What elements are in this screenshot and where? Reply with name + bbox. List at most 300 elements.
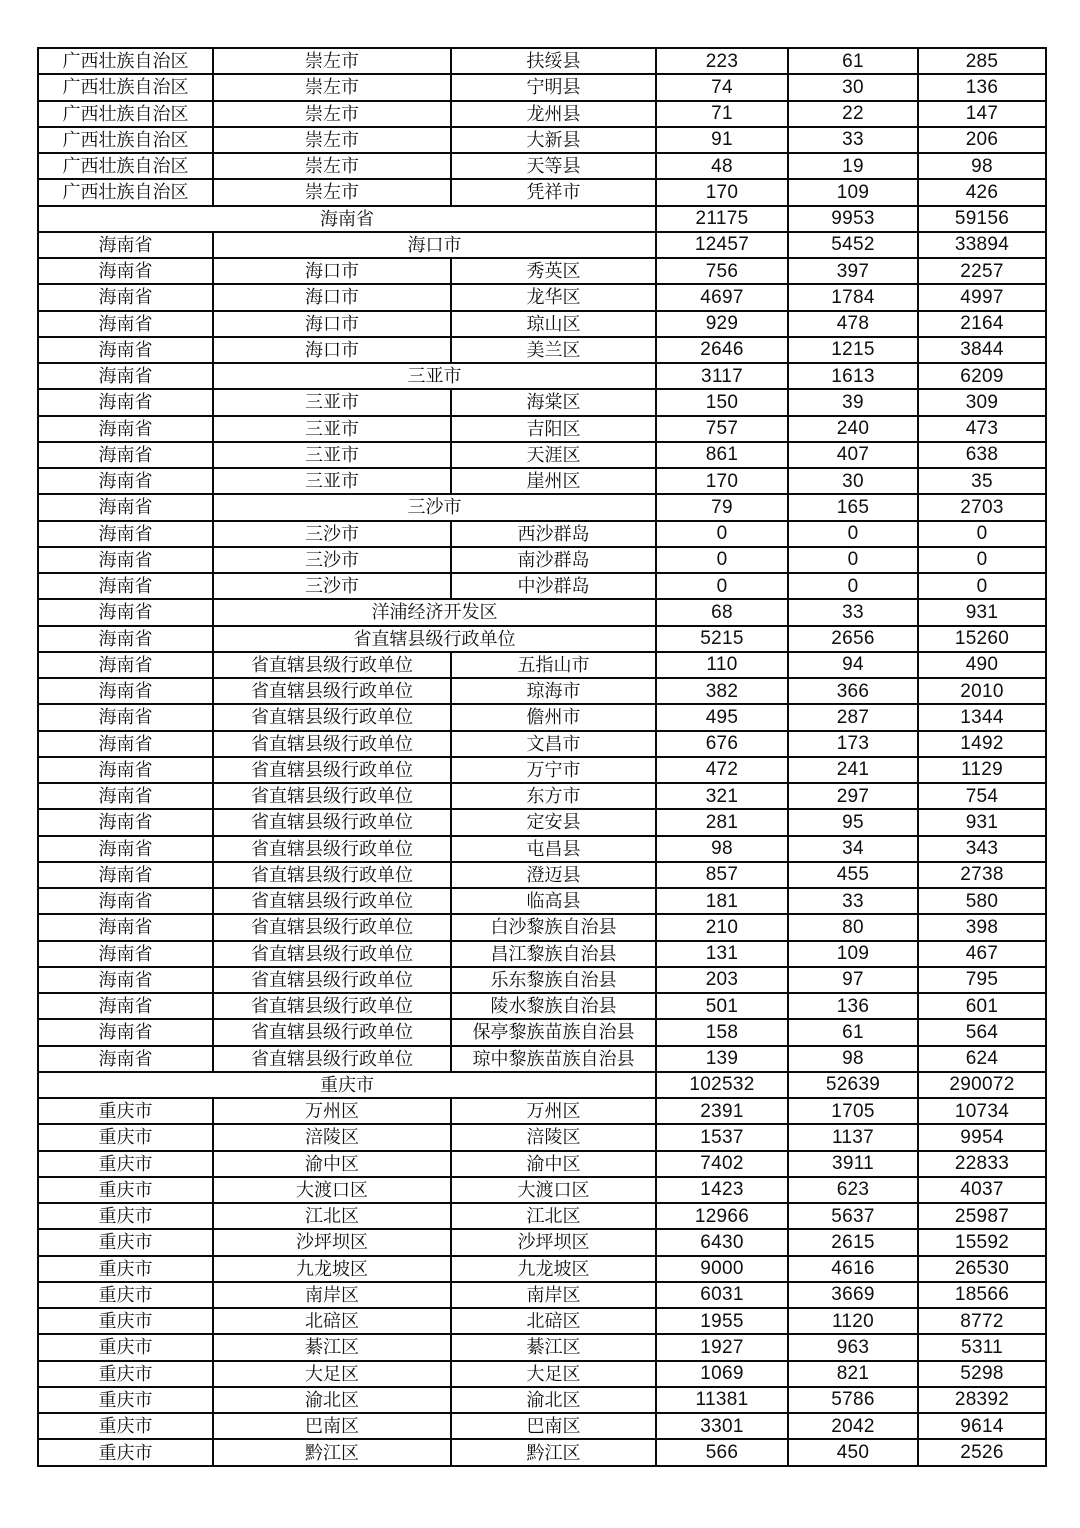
table-cell: 0	[656, 573, 788, 599]
table-row	[38, 1177, 1046, 1203]
table-cell: 三沙市	[213, 494, 656, 520]
table-cell: 重庆市	[38, 1124, 213, 1150]
table-cell: 94	[788, 652, 918, 678]
table-cell: 渝中区	[213, 1151, 451, 1177]
table-cell: 五指山市	[451, 652, 656, 678]
table-cell: 165	[788, 494, 918, 520]
table-cell: 海棠区	[451, 389, 656, 415]
table-row	[38, 1046, 1046, 1072]
table-cell: 95	[788, 809, 918, 835]
table-cell: 756	[656, 258, 788, 284]
table-cell: 三亚市	[213, 363, 656, 389]
table-cell: 79	[656, 494, 788, 520]
table-cell: 931	[918, 599, 1046, 625]
table-row	[38, 914, 1046, 940]
table-cell: 1215	[788, 337, 918, 363]
table-cell: 海南省	[38, 599, 213, 625]
table-cell: 省直辖县级行政单位	[213, 652, 451, 678]
table-row	[38, 311, 1046, 337]
table-cell: 重庆市	[38, 1308, 213, 1334]
table-cell: 6209	[918, 363, 1046, 389]
table-cell: 4616	[788, 1256, 918, 1282]
table-cell: 海南省	[38, 521, 213, 547]
table-cell: 文昌市	[451, 731, 656, 757]
table-cell: 147	[918, 101, 1046, 127]
table-cell: 凭祥市	[451, 179, 656, 205]
table-cell: 9000	[656, 1256, 788, 1282]
table-cell: 450	[788, 1439, 918, 1466]
table-cell: 91	[656, 127, 788, 153]
table-cell: 2526	[918, 1439, 1046, 1466]
table-cell: 478	[788, 311, 918, 337]
table-cell: 万州区	[451, 1098, 656, 1124]
table-cell: 35	[918, 468, 1046, 494]
table-cell: 623	[788, 1177, 918, 1203]
table-cell: 广西壮族自治区	[38, 74, 213, 100]
table-cell: 海南省	[38, 678, 213, 704]
table-cell: 30	[788, 74, 918, 100]
table-cell: 601	[918, 993, 1046, 1019]
table-row	[38, 1203, 1046, 1229]
table-cell: 19	[788, 153, 918, 179]
table-cell: 澄迈县	[451, 862, 656, 888]
table-cell: 海南省	[38, 652, 213, 678]
table-cell: 天涯区	[451, 442, 656, 468]
table-cell: 382	[656, 678, 788, 704]
table-cell: 重庆市	[38, 1151, 213, 1177]
table-cell: 97	[788, 967, 918, 993]
table-cell: 海南省	[38, 206, 656, 232]
table-cell: 海南省	[38, 783, 213, 809]
table-cell: 297	[788, 783, 918, 809]
table-cell: 2010	[918, 678, 1046, 704]
table-cell: 754	[918, 783, 1046, 809]
table-cell: 綦江区	[451, 1334, 656, 1360]
table-row	[38, 1387, 1046, 1413]
table-cell: 34	[788, 836, 918, 862]
table-cell: 1492	[918, 731, 1046, 757]
table-cell: 28392	[918, 1387, 1046, 1413]
table-cell: 61	[788, 48, 918, 74]
table-cell: 三亚市	[213, 468, 451, 494]
table-cell: 0	[656, 547, 788, 573]
table-row	[38, 547, 1046, 573]
table-cell: 285	[918, 48, 1046, 74]
table-cell: 省直辖县级行政单位	[213, 967, 451, 993]
table-cell: 沙坪坝区	[213, 1229, 451, 1255]
table-cell: 海南省	[38, 232, 213, 258]
table-row	[38, 1439, 1046, 1466]
table-cell: 重庆市	[38, 1361, 213, 1387]
table-cell: 210	[656, 914, 788, 940]
table-row	[38, 599, 1046, 625]
table-cell: 0	[788, 547, 918, 573]
table-cell: 江北区	[451, 1203, 656, 1229]
table-cell: 海口市	[213, 258, 451, 284]
table-row	[38, 626, 1046, 652]
table-cell: 11381	[656, 1387, 788, 1413]
table-row	[38, 652, 1046, 678]
table-cell: 15592	[918, 1229, 1046, 1255]
table-cell: 省直辖县级行政单位	[213, 678, 451, 704]
table-cell: 206	[918, 127, 1046, 153]
table-cell: 343	[918, 836, 1046, 862]
table-cell: 10734	[918, 1098, 1046, 1124]
table-cell: 1069	[656, 1361, 788, 1387]
table-cell: 三沙市	[213, 521, 451, 547]
table-cell: 中沙群岛	[451, 573, 656, 599]
table-cell: 重庆市	[38, 1256, 213, 1282]
table-cell: 重庆市	[38, 1203, 213, 1229]
table-cell: 陵水黎族自治县	[451, 993, 656, 1019]
table-cell: 1784	[788, 284, 918, 310]
table-row	[38, 967, 1046, 993]
table-cell: 2656	[788, 626, 918, 652]
table-cell: 366	[788, 678, 918, 704]
table-row	[38, 284, 1046, 310]
table-cell: 6430	[656, 1229, 788, 1255]
table-row	[38, 232, 1046, 258]
table-row	[38, 809, 1046, 835]
table-cell: 490	[918, 652, 1046, 678]
table-row	[38, 363, 1046, 389]
table-cell: 琼山区	[451, 311, 656, 337]
table-cell: 30	[788, 468, 918, 494]
table-cell: 25987	[918, 1203, 1046, 1229]
table-cell: 3911	[788, 1151, 918, 1177]
table-cell: 22833	[918, 1151, 1046, 1177]
table-cell: 48	[656, 153, 788, 179]
table-cell: 海南省	[38, 888, 213, 914]
table-cell: 109	[788, 941, 918, 967]
table-cell: 海南省	[38, 836, 213, 862]
table-cell: 495	[656, 704, 788, 730]
table-cell: 崇左市	[213, 74, 451, 100]
table-row	[38, 206, 1046, 232]
table-cell: 3669	[788, 1282, 918, 1308]
table-row	[38, 1308, 1046, 1334]
table-cell: 1927	[656, 1334, 788, 1360]
table-row	[38, 704, 1046, 730]
table-cell: 白沙黎族自治县	[451, 914, 656, 940]
table-cell: 海南省	[38, 468, 213, 494]
table-cell: 大新县	[451, 127, 656, 153]
table-cell: 扶绥县	[451, 48, 656, 74]
table-cell: 4697	[656, 284, 788, 310]
table-cell: 12457	[656, 232, 788, 258]
table-cell: 巴南区	[451, 1413, 656, 1439]
table-row	[38, 1413, 1046, 1439]
table-cell: 398	[918, 914, 1046, 940]
table-cell: 9614	[918, 1413, 1046, 1439]
table-cell: 6031	[656, 1282, 788, 1308]
table-cell: 0	[918, 521, 1046, 547]
table-cell: 1705	[788, 1098, 918, 1124]
table-cell: 重庆市	[38, 1098, 213, 1124]
table-cell: 473	[918, 416, 1046, 442]
table-cell: 龙州县	[451, 101, 656, 127]
table-row	[38, 1334, 1046, 1360]
table-cell: 黔江区	[213, 1439, 451, 1466]
table-cell: 海南省	[38, 704, 213, 730]
table-cell: 省直辖县级行政单位	[213, 862, 451, 888]
table-cell: 南沙群岛	[451, 547, 656, 573]
table-row	[38, 468, 1046, 494]
table-row	[38, 1072, 1046, 1098]
table-cell: 173	[788, 731, 918, 757]
table-cell: 566	[656, 1439, 788, 1466]
table-cell: 98	[918, 153, 1046, 179]
table-cell: 海南省	[38, 1046, 213, 1072]
table-cell: 省直辖县级行政单位	[213, 809, 451, 835]
table-row	[38, 1256, 1046, 1282]
table-cell: 131	[656, 941, 788, 967]
table-cell: 省直辖县级行政单位	[213, 704, 451, 730]
table-cell: 170	[656, 179, 788, 205]
table-cell: 1137	[788, 1124, 918, 1150]
table-cell: 大足区	[213, 1361, 451, 1387]
table-cell: 5786	[788, 1387, 918, 1413]
table-cell: 海南省	[38, 416, 213, 442]
table-cell: 宁明县	[451, 74, 656, 100]
table-cell: 5298	[918, 1361, 1046, 1387]
table-cell: 天等县	[451, 153, 656, 179]
table-cell: 海口市	[213, 337, 451, 363]
table-cell: 海南省	[38, 258, 213, 284]
table-cell: 广西壮族自治区	[38, 153, 213, 179]
table-cell: 281	[656, 809, 788, 835]
table-cell: 广西壮族自治区	[38, 101, 213, 127]
table-cell: 沙坪坝区	[451, 1229, 656, 1255]
table-cell: 海南省	[38, 993, 213, 1019]
table-cell: 2257	[918, 258, 1046, 284]
table-cell: 203	[656, 967, 788, 993]
table-cell: 南岸区	[213, 1282, 451, 1308]
table-cell: 海南省	[38, 914, 213, 940]
table-cell: 223	[656, 48, 788, 74]
table-cell: 241	[788, 757, 918, 783]
table-cell: 省直辖县级行政单位	[213, 836, 451, 862]
table-cell: 綦江区	[213, 1334, 451, 1360]
table-cell: 624	[918, 1046, 1046, 1072]
table-row	[38, 993, 1046, 1019]
table-cell: 2164	[918, 311, 1046, 337]
table-cell: 三沙市	[213, 547, 451, 573]
table-row	[38, 836, 1046, 862]
table-cell: 省直辖县级行政单位	[213, 993, 451, 1019]
table-cell: 150	[656, 389, 788, 415]
table-cell: 59156	[918, 206, 1046, 232]
table-cell: 大足区	[451, 1361, 656, 1387]
table-cell: 757	[656, 416, 788, 442]
table-cell: 580	[918, 888, 1046, 914]
table-cell: 33	[788, 599, 918, 625]
table-row	[38, 1229, 1046, 1255]
table-cell: 110	[656, 652, 788, 678]
table-cell: 0	[788, 573, 918, 599]
table-row	[38, 573, 1046, 599]
table-cell: 33894	[918, 232, 1046, 258]
table-cell: 大渡口区	[451, 1177, 656, 1203]
table-cell: 0	[918, 573, 1046, 599]
table-cell: 3844	[918, 337, 1046, 363]
table-row	[38, 888, 1046, 914]
table-cell: 渝中区	[451, 1151, 656, 1177]
table-cell: 东方市	[451, 783, 656, 809]
table-cell: 美兰区	[451, 337, 656, 363]
table-cell: 8772	[918, 1308, 1046, 1334]
table-cell: 5311	[918, 1334, 1046, 1360]
table-cell: 158	[656, 1019, 788, 1045]
table-cell: 海口市	[213, 232, 656, 258]
table-cell: 海南省	[38, 757, 213, 783]
table-cell: 821	[788, 1361, 918, 1387]
table-cell: 省直辖县级行政单位	[213, 1019, 451, 1045]
table-cell: 638	[918, 442, 1046, 468]
table-cell: 1537	[656, 1124, 788, 1150]
table-cell: 18566	[918, 1282, 1046, 1308]
table-cell: 39	[788, 389, 918, 415]
table-cell: 北碚区	[451, 1308, 656, 1334]
table-cell: 5452	[788, 232, 918, 258]
table-body	[38, 48, 1046, 1466]
table-cell: 海南省	[38, 494, 213, 520]
table-cell: 三亚市	[213, 416, 451, 442]
table-cell: 0	[788, 521, 918, 547]
table-row	[38, 757, 1046, 783]
table-cell: 海南省	[38, 731, 213, 757]
table-cell: 857	[656, 862, 788, 888]
table-cell: 9953	[788, 206, 918, 232]
table-cell: 乐东黎族自治县	[451, 967, 656, 993]
table-cell: 海南省	[38, 389, 213, 415]
table-cell: 1955	[656, 1308, 788, 1334]
table-cell: 海口市	[213, 284, 451, 310]
table-cell: 7402	[656, 1151, 788, 1177]
table-cell: 15260	[918, 626, 1046, 652]
table-cell: 大渡口区	[213, 1177, 451, 1203]
table-cell: 临高县	[451, 888, 656, 914]
table-row	[38, 48, 1046, 74]
table-cell: 广西壮族自治区	[38, 179, 213, 205]
table-row	[38, 416, 1046, 442]
table-cell: 61	[788, 1019, 918, 1045]
table-cell: 海南省	[38, 311, 213, 337]
table-cell: 海南省	[38, 284, 213, 310]
table-cell: 省直辖县级行政单位	[213, 757, 451, 783]
table-cell: 重庆市	[38, 1439, 213, 1466]
table-cell: 重庆市	[38, 1387, 213, 1413]
table-row	[38, 153, 1046, 179]
table-cell: 33	[788, 127, 918, 153]
table-cell: 22	[788, 101, 918, 127]
table-row	[38, 1098, 1046, 1124]
table-cell: 68	[656, 599, 788, 625]
table-cell: 昌江黎族自治县	[451, 941, 656, 967]
table-cell: 136	[918, 74, 1046, 100]
table-cell: 795	[918, 967, 1046, 993]
table-cell: 海南省	[38, 1019, 213, 1045]
table-cell: 2703	[918, 494, 1046, 520]
table-row	[38, 179, 1046, 205]
table-cell: 1423	[656, 1177, 788, 1203]
table-cell: 1613	[788, 363, 918, 389]
table-cell: 74	[656, 74, 788, 100]
table-cell: 万宁市	[451, 757, 656, 783]
table-cell: 崖州区	[451, 468, 656, 494]
table-row	[38, 494, 1046, 520]
table-cell: 181	[656, 888, 788, 914]
table-cell: 136	[788, 993, 918, 1019]
table-cell: 501	[656, 993, 788, 1019]
table-cell: 564	[918, 1019, 1046, 1045]
table-cell: 省直辖县级行政单位	[213, 914, 451, 940]
table-cell: 重庆市	[38, 1072, 656, 1098]
table-cell: 3301	[656, 1413, 788, 1439]
table-cell: 涪陵区	[451, 1124, 656, 1150]
table-row	[38, 127, 1046, 153]
table-cell: 吉阳区	[451, 416, 656, 442]
table-cell: 2738	[918, 862, 1046, 888]
table-row	[38, 731, 1046, 757]
table-cell: 三亚市	[213, 389, 451, 415]
table-cell: 240	[788, 416, 918, 442]
table-cell: 重庆市	[38, 1229, 213, 1255]
table-cell: 309	[918, 389, 1046, 415]
table-cell: 秀英区	[451, 258, 656, 284]
table-cell: 98	[788, 1046, 918, 1072]
table-cell: 1120	[788, 1308, 918, 1334]
table-cell: 琼中黎族苗族自治县	[451, 1046, 656, 1072]
table-cell: 省直辖县级行政单位	[213, 1046, 451, 1072]
table-row	[38, 258, 1046, 284]
table-row	[38, 1282, 1046, 1308]
table-cell: 洋浦经济开发区	[213, 599, 656, 625]
table-cell: 676	[656, 731, 788, 757]
table-cell: 929	[656, 311, 788, 337]
table-cell: 170	[656, 468, 788, 494]
table-cell: 290072	[918, 1072, 1046, 1098]
table-cell: 重庆市	[38, 1177, 213, 1203]
table-cell: 广西壮族自治区	[38, 48, 213, 74]
table-cell: 海口市	[213, 311, 451, 337]
table-cell: 三沙市	[213, 573, 451, 599]
region-statistics-table	[37, 47, 1047, 1467]
table-cell: 巴南区	[213, 1413, 451, 1439]
table-row	[38, 678, 1046, 704]
table-cell: 2646	[656, 337, 788, 363]
table-cell: 287	[788, 704, 918, 730]
table-row	[38, 337, 1046, 363]
table-cell: 琼海市	[451, 678, 656, 704]
table-cell: 71	[656, 101, 788, 127]
table-cell: 定安县	[451, 809, 656, 835]
table-row	[38, 389, 1046, 415]
table-cell: 重庆市	[38, 1413, 213, 1439]
table-cell: 2615	[788, 1229, 918, 1255]
table-cell: 9954	[918, 1124, 1046, 1150]
table-cell: 102532	[656, 1072, 788, 1098]
table-cell: 3117	[656, 363, 788, 389]
table-cell: 2391	[656, 1098, 788, 1124]
table-cell: 1129	[918, 757, 1046, 783]
table-cell: 省直辖县级行政单位	[213, 731, 451, 757]
table-cell: 109	[788, 179, 918, 205]
table-cell: 黔江区	[451, 1439, 656, 1466]
table-row	[38, 941, 1046, 967]
table-cell: 12966	[656, 1203, 788, 1229]
table-cell: 52639	[788, 1072, 918, 1098]
